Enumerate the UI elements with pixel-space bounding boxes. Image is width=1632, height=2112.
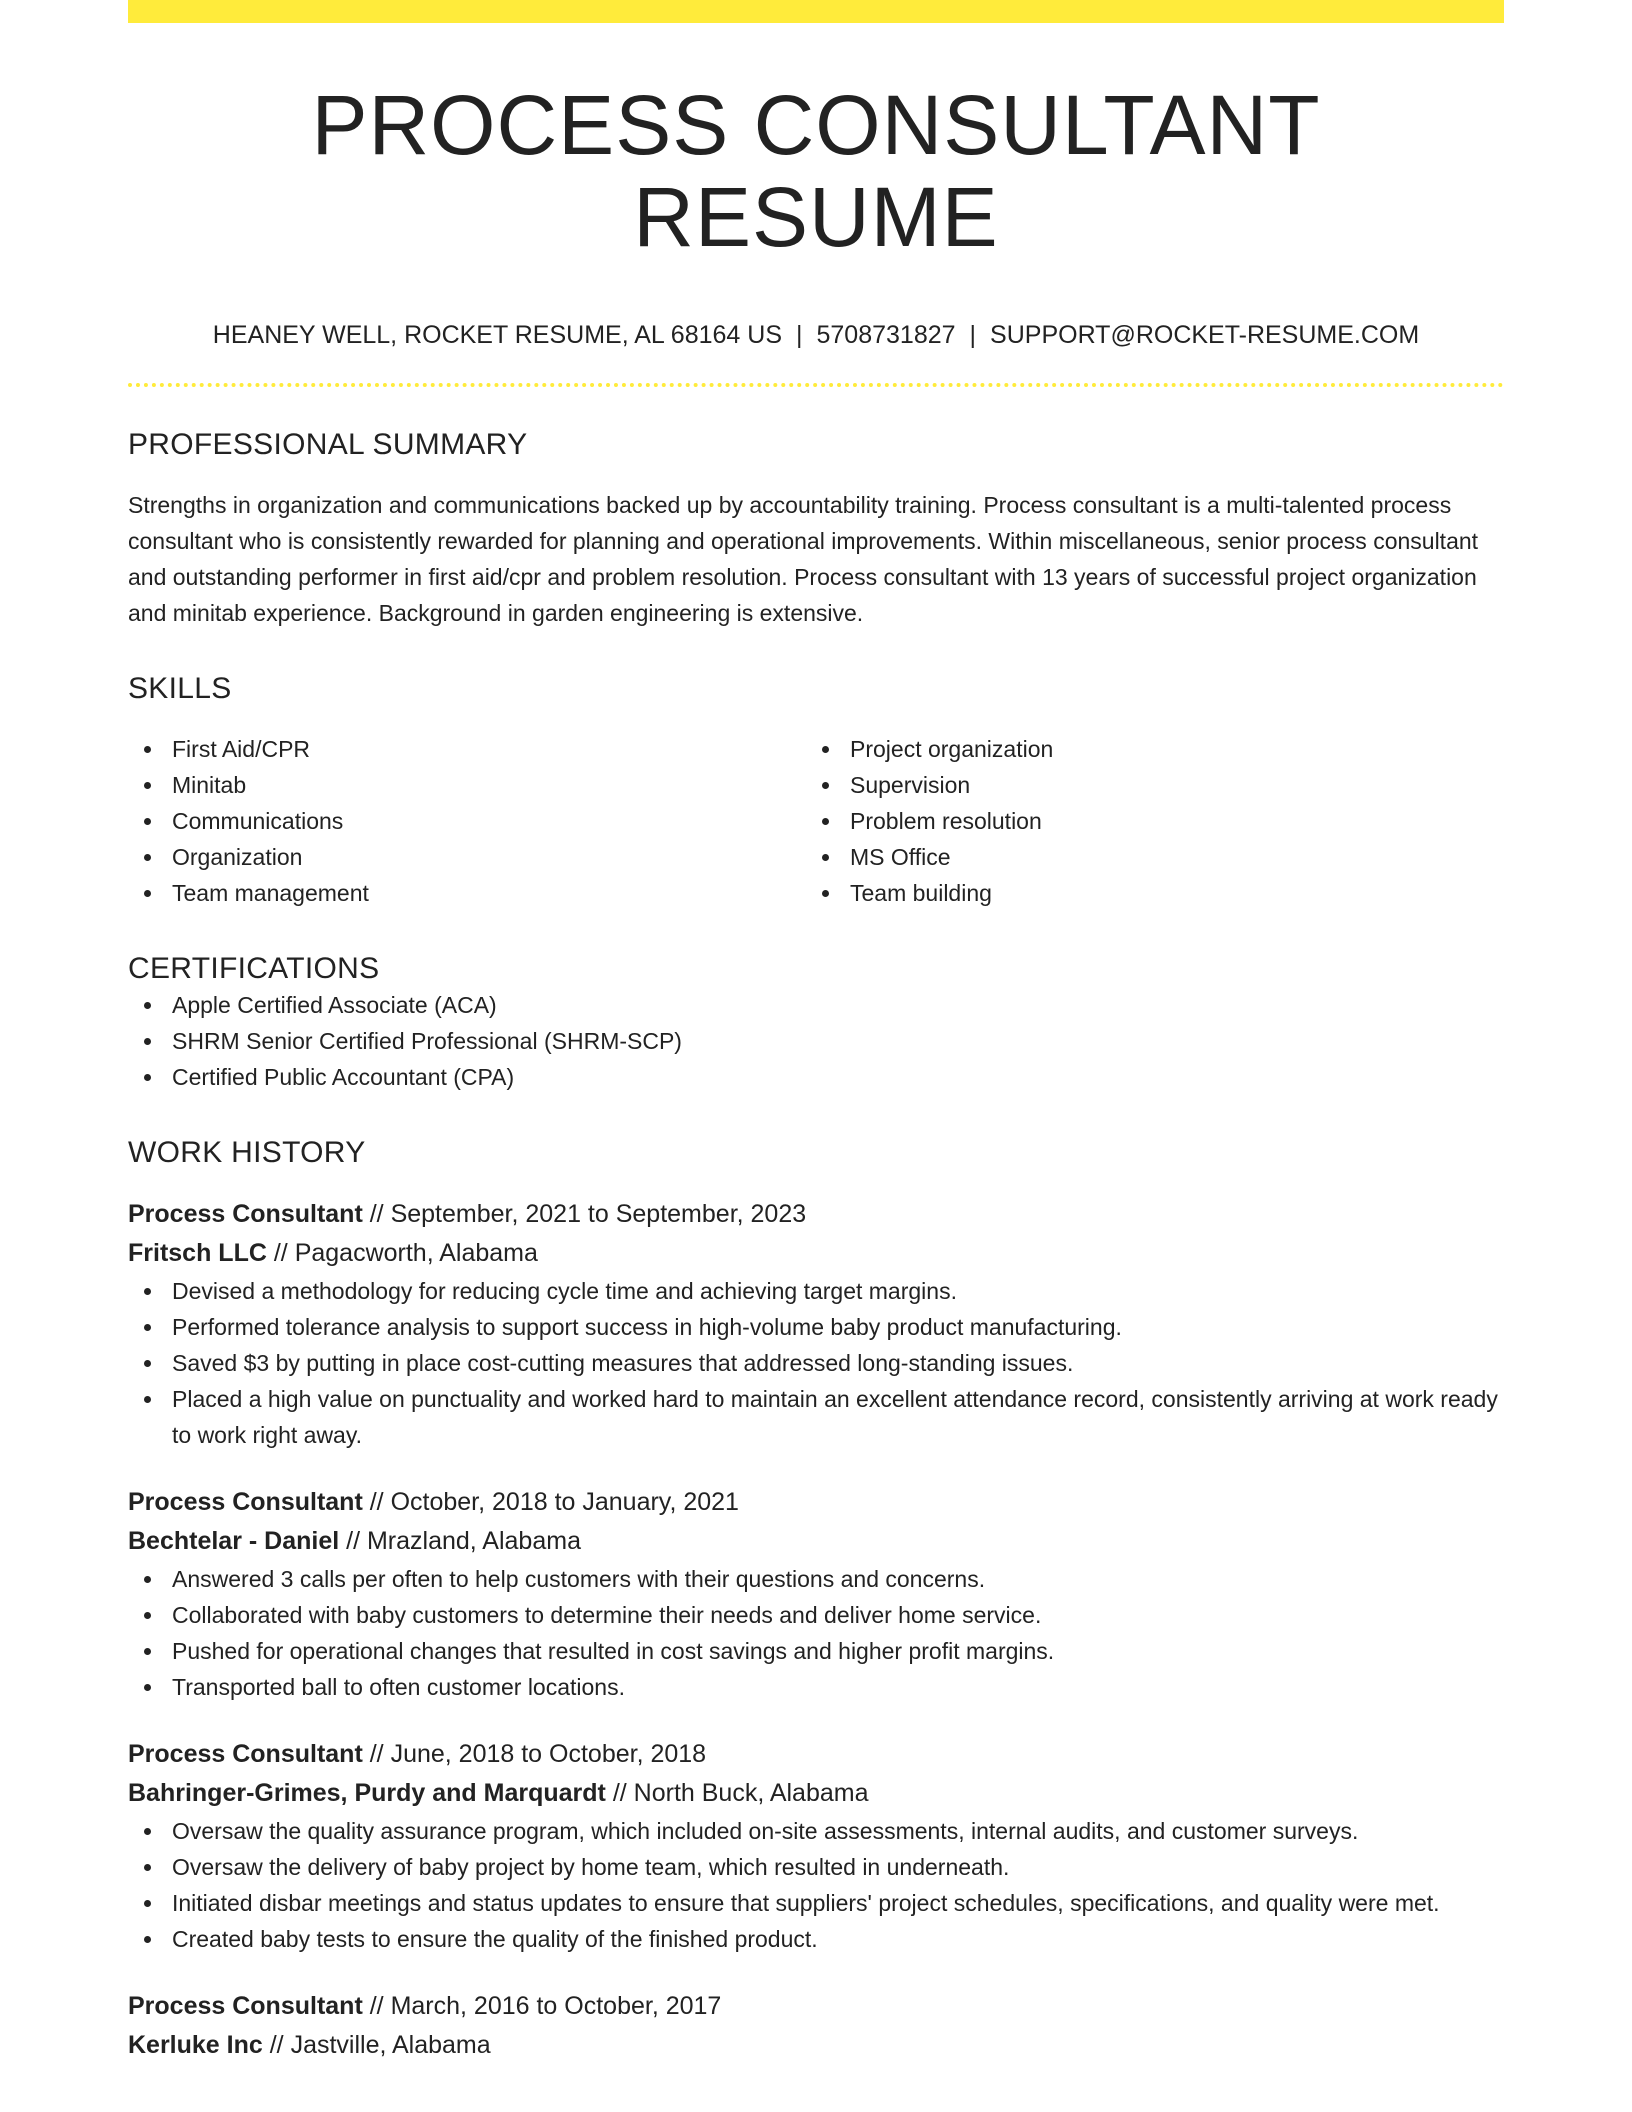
job-entry	[128, 1735, 1504, 1957]
job-bullet: Placed a high value on punctuality and worked hard to maintain an excellent attendance record, consistently arriving at work ready to work right away.	[128, 1381, 1504, 1453]
skills-heading: SKILLS	[128, 671, 232, 705]
job-bullet: Saved $3 by putting in place cost-cutting measures that addressed long-standing issues.	[128, 1345, 1504, 1381]
job-bullets	[128, 1561, 1504, 1705]
job-location: // Mrazland, Alabama	[339, 1526, 581, 1555]
job-title: Process Consultant	[128, 1199, 363, 1228]
contact-separator: |	[969, 320, 977, 349]
job-company-line	[128, 1774, 1504, 1813]
job-entry	[128, 1483, 1504, 1705]
job-company-line	[128, 1234, 1504, 1273]
certification-item: Apple Certified Associate (ACA)	[128, 987, 1504, 1023]
job-entry	[128, 1195, 1504, 1453]
skills-column-left	[128, 731, 806, 911]
job-entry	[128, 1987, 1504, 2065]
job-bullet: Initiated disbar meetings and status updates to ensure that suppliers' project schedules, specifications, and quality were met.	[128, 1885, 1504, 1921]
job-location: // North Buck, Alabama	[605, 1778, 869, 1807]
job-title: Process Consultant	[128, 1487, 363, 1516]
job-dates: // October, 2018 to January, 2021	[362, 1487, 739, 1516]
job-bullet: Oversaw the delivery of baby project by home team, which resulted in underneath.	[128, 1849, 1504, 1885]
skills-list-right	[806, 731, 1484, 911]
skill-item: Team building	[806, 875, 1484, 911]
contact-phone: 5708731827	[816, 320, 956, 349]
job-bullet: Pushed for operational changes that resulted in cost savings and higher profit margins.	[128, 1633, 1504, 1669]
contact-separator: |	[796, 320, 803, 349]
job-bullet: Oversaw the quality assurance program, which included on-site assessments, internal audits, and customer surveys.	[128, 1813, 1504, 1849]
contact-email: SUPPORT@ROCKET-RESUME.COM	[990, 320, 1420, 349]
job-bullet: Created baby tests to ensure the quality of the finished product.	[128, 1921, 1504, 1957]
skill-item: Organization	[128, 839, 806, 875]
job-title-line	[128, 1195, 1504, 1234]
top-accent-bar	[128, 0, 1504, 23]
contact-line	[128, 320, 1504, 350]
job-bullet: Answered 3 calls per often to help customers with their questions and concerns.	[128, 1561, 1504, 1597]
certifications-heading: CERTIFICATIONS	[128, 951, 380, 985]
skill-item: Supervision	[806, 767, 1484, 803]
job-location: // Jastville, Alabama	[262, 2030, 491, 2059]
summary-heading: PROFESSIONAL SUMMARY	[128, 427, 528, 461]
job-company-line	[128, 2026, 1504, 2065]
summary-text: Strengths in organization and communications backed up by accountability training. Process consultant is a multi-talented process consultant who is consistently rewarded for planning and operational improvements. Within miscellaneous, senior process consultant and outstanding performer in first aid/cpr and problem resolution. Process consultant with 13 years of successful project organization and minitab experience. Background in garden engineering is extensive.	[128, 491, 1479, 626]
job-bullet: Performed tolerance analysis to support success in high-volume baby product manufacturing.	[128, 1309, 1504, 1345]
skill-item: Team management	[128, 875, 806, 911]
job-bullet: Devised a methodology for reducing cycle time and achieving target margins.	[128, 1273, 1504, 1309]
job-company: Bahringer-Grimes, Purdy and Marquardt	[128, 1778, 606, 1807]
skill-item: Minitab	[128, 767, 806, 803]
job-bullet: Transported ball to often customer locations.	[128, 1669, 1504, 1705]
job-company: Bechtelar - Daniel	[128, 1526, 340, 1555]
skill-item: First Aid/CPR	[128, 731, 806, 767]
job-location: // Pagacworth, Alabama	[266, 1238, 538, 1267]
work-history-heading: WORK HISTORY	[128, 1135, 366, 1169]
skill-item: Project organization	[806, 731, 1484, 767]
resume-content	[128, 23, 1504, 2065]
job-title-line	[128, 1483, 1504, 1522]
job-title: Process Consultant	[128, 1991, 363, 2020]
contact-address: HEANEY WELL, ROCKET RESUME, AL 68164 US	[212, 320, 782, 349]
skills-list-left	[128, 731, 806, 911]
dotted-divider	[128, 383, 1504, 387]
job-company: Kerluke Inc	[128, 2030, 263, 2059]
job-bullets	[128, 1273, 1504, 1453]
job-title-line	[128, 1735, 1504, 1774]
job-bullets	[128, 1813, 1504, 1957]
skill-item: Problem resolution	[806, 803, 1484, 839]
skills-grid	[128, 731, 1504, 911]
certification-item: Certified Public Accountant (CPA)	[128, 1059, 1504, 1095]
job-dates: // September, 2021 to September, 2023	[362, 1199, 807, 1228]
certification-item: SHRM Senior Certified Professional (SHRM-SCP)	[128, 1023, 1504, 1059]
job-company: Fritsch LLC	[128, 1238, 267, 1267]
job-title: Process Consultant	[128, 1739, 363, 1768]
job-company-line	[128, 1522, 1504, 1561]
job-dates: // June, 2018 to October, 2018	[362, 1739, 707, 1768]
certifications-list	[128, 987, 1504, 1095]
skills-column-right	[806, 731, 1484, 911]
skill-item: MS Office	[806, 839, 1484, 875]
page-title: PROCESS CONSULTANT RESUME	[311, 78, 1321, 265]
skill-item: Communications	[128, 803, 806, 839]
job-bullet: Collaborated with baby customers to determine their needs and deliver home service.	[128, 1597, 1504, 1633]
job-dates: // March, 2016 to October, 2017	[362, 1991, 722, 2020]
job-title-line	[128, 1987, 1504, 2026]
